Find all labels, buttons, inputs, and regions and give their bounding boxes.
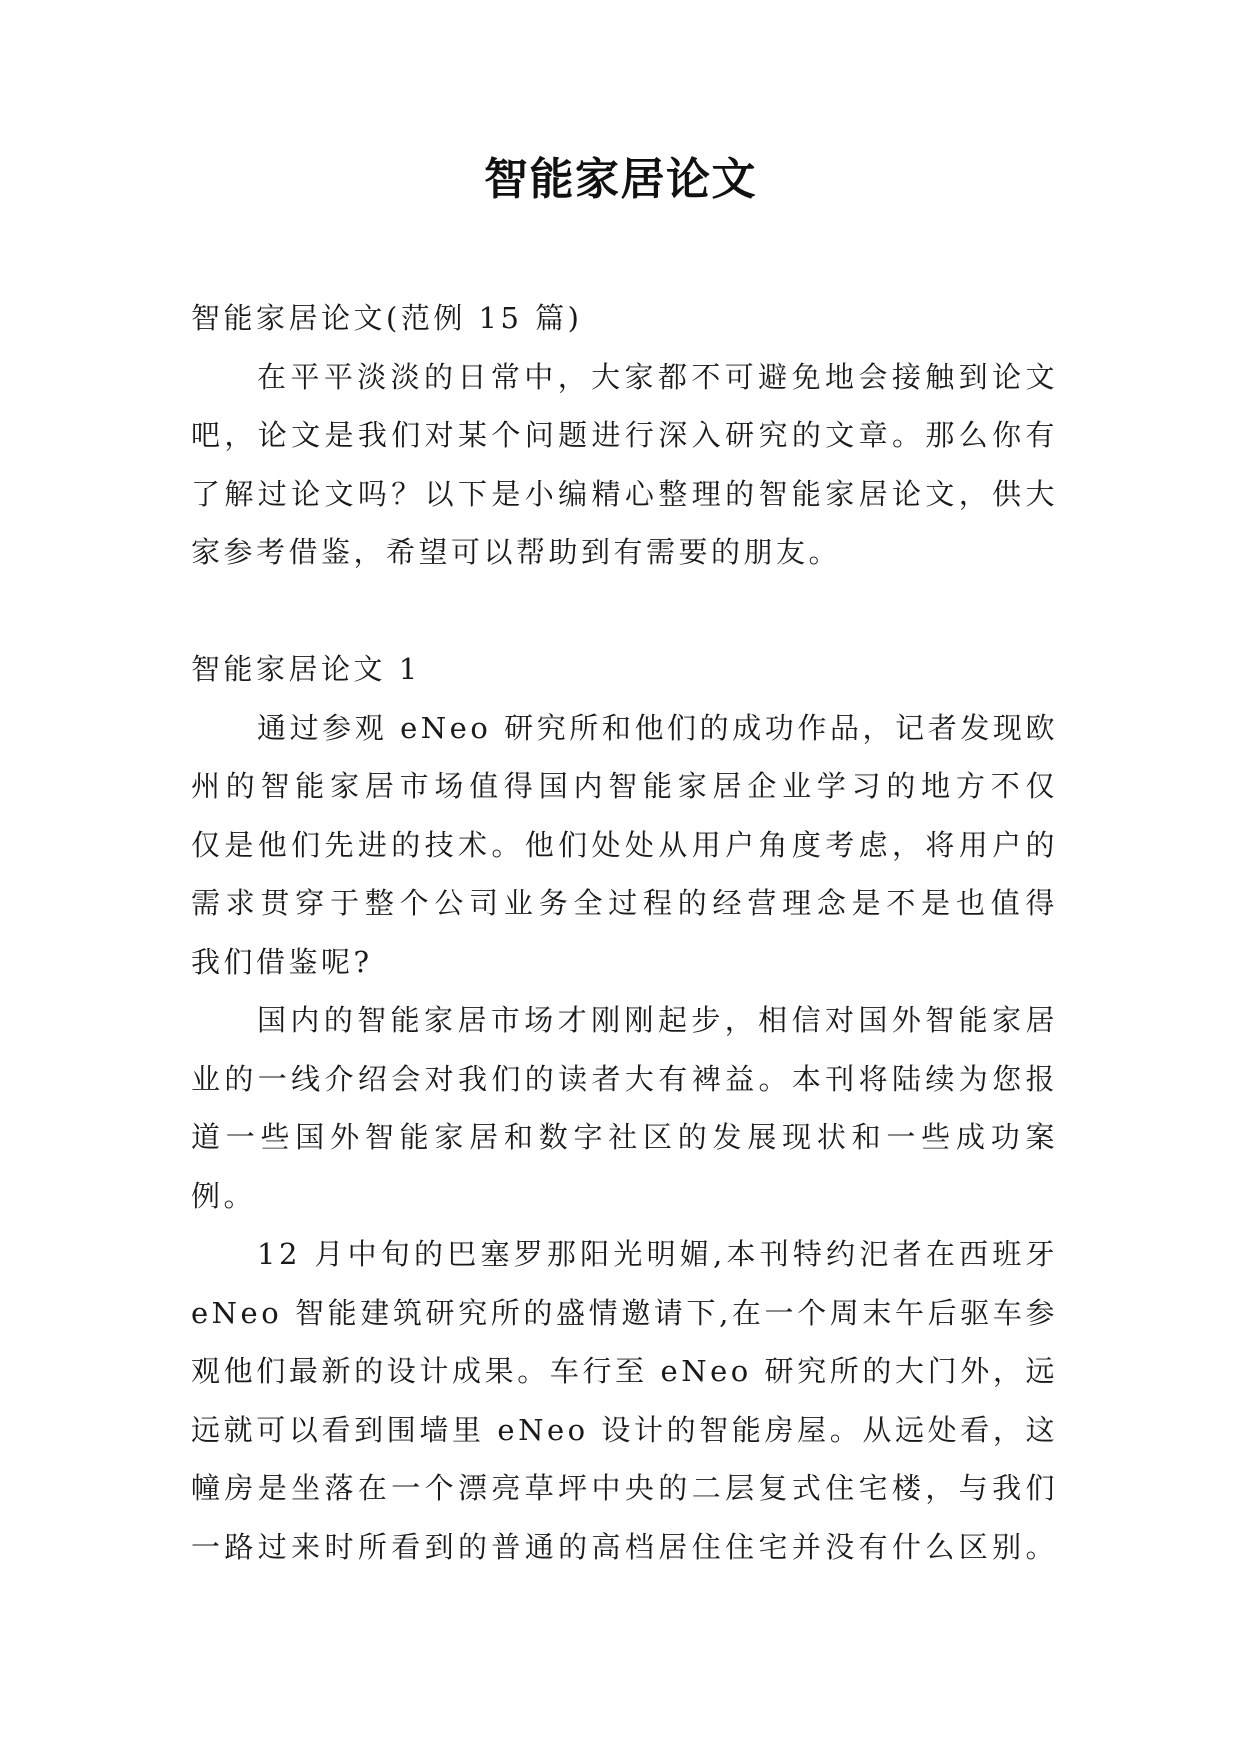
paragraph-line: 通过参观 eNeo 研究所和他们的成功作品，记者发现欧 xyxy=(257,710,1058,745)
paragraph-line: 观他们最新的设计成果。车行至 eNeo 研究所的大门外，远 xyxy=(191,1354,1058,1388)
section xyxy=(191,640,1058,1576)
paragraph-line: 远就可以看到围墙里 eNeo 设计的智能房屋。从远处看，这 xyxy=(191,1412,1058,1447)
paragraph-line: 幢房是坐落在一个漂亮草坪中央的二层复式住宅楼，与我们 xyxy=(191,1471,1058,1505)
paragraph-line: 家参考借鉴，希望可以帮助到有需要的朋友。 xyxy=(191,535,842,569)
paragraph-line: 了解过论文吗？以下是小编精心整理的智能家居论文，供大 xyxy=(191,476,1058,511)
document-title: 智能家居论文 xyxy=(484,154,757,205)
paragraph-line: eNeo 智能建筑研究所的盛情邀请下,在一个周末午后驱车参 xyxy=(191,1295,1058,1330)
paragraph-line: 道一些国外智能家居和数字社区的发展现状和一些成功案 xyxy=(191,1120,1058,1154)
paragraph-line: 例。 xyxy=(191,1178,257,1213)
paragraph-line: 12 月中旬的巴塞罗那阳光明媚,本刊特约汜者在西班牙 xyxy=(257,1237,1058,1271)
paragraph xyxy=(191,1225,1058,1576)
paragraph-line: 仅是他们先进的技术。他们处处从用户角度考虑，将用户的 xyxy=(191,827,1058,862)
document-subtitle: 智能家居论文(范例 15 篇) xyxy=(191,301,583,335)
paragraph xyxy=(191,991,1058,1225)
document-body xyxy=(191,289,1058,1576)
paragraph xyxy=(191,699,1058,992)
paragraph-line: 我们借鉴呢? xyxy=(191,944,373,979)
paragraph-line: 吧，论文是我们对某个问题进行深入研究的文章。那么你有 xyxy=(191,418,1058,452)
paragraph-line: 国内的智能家居市场才刚刚起步，相信对国外智能家居 xyxy=(257,1003,1058,1037)
paragraph-line: 一路过来时所看到的普通的高档居住住宅并没有什么区别。 xyxy=(191,1529,1058,1564)
paragraph-spacer xyxy=(191,582,1058,641)
section-heading: 智能家居论文 1 xyxy=(191,652,421,686)
paragraph-line: 州的智能家居市场值得国内智能家居企业学习的地方不仅 xyxy=(191,769,1058,803)
paragraph-line: 需求贯穿于整个公司业务全过程的经营理念是不是也值得 xyxy=(191,886,1058,920)
paragraph-line: 业的一线介绍会对我们的读者大有裨益。本刊将陆续为您报 xyxy=(191,1061,1058,1096)
intro-paragraph xyxy=(191,348,1058,582)
paragraph-line: 在平平淡淡的日常中，大家都不可避免地会接触到论文 xyxy=(257,359,1058,394)
